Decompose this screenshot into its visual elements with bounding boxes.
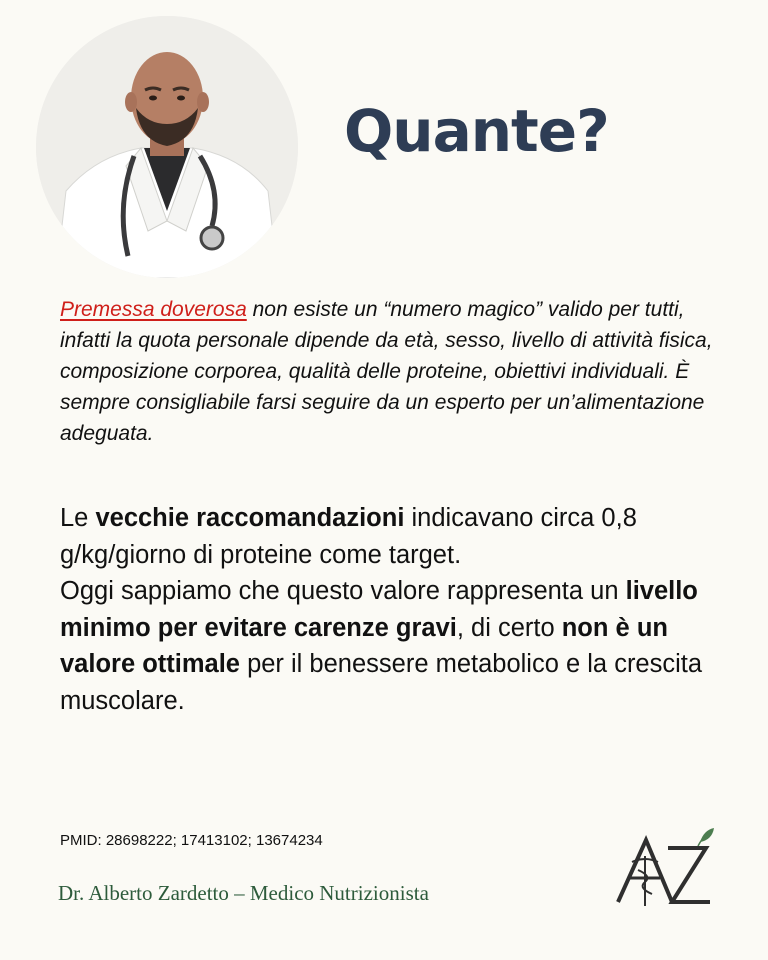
body-text-1a: Le (60, 504, 96, 532)
body-text-2a: Oggi sappiamo che questo valore rappresenta un (60, 577, 626, 606)
doctor-portrait (36, 16, 298, 278)
premise-paragraph (60, 294, 720, 449)
caduceus-az-logo (612, 826, 716, 908)
main-paragraph (60, 500, 720, 720)
author-signature: Dr. Alberto Zardetto – Medico Nutrizionista (58, 881, 429, 905)
body-text-2c: , di certo (456, 613, 562, 642)
body-highlight-old-recommendations: vecchie raccomandazioni (95, 504, 405, 532)
premise-lead: Premessa doverosa (60, 298, 247, 321)
page-title: Quante? (344, 97, 609, 165)
body-highlight-not-optimal: non è un valore ottimale (60, 613, 668, 679)
body-text-1c: indicavano circa 0,8 g/kg/giorno di proteine come target. (60, 504, 637, 569)
references: PMID: 28698222; 17413102; 13674234 (60, 832, 323, 849)
body-text-2e: per il benessere metabolico e la crescita muscolare. (60, 650, 703, 715)
body-highlight-minimum-level: livello minimo per evitare carenze gravi (60, 577, 698, 642)
premise-text: non esiste un “numero magico” valido per tutti, infatti la quota personale dipende da età, sesso, livello di attività fisica, composizione corporea, qualità delle proteine, obiettivi individuali. È sempre consigliabile farsi seguire da un esperto per un’alimentazione adeguata. (60, 298, 713, 445)
